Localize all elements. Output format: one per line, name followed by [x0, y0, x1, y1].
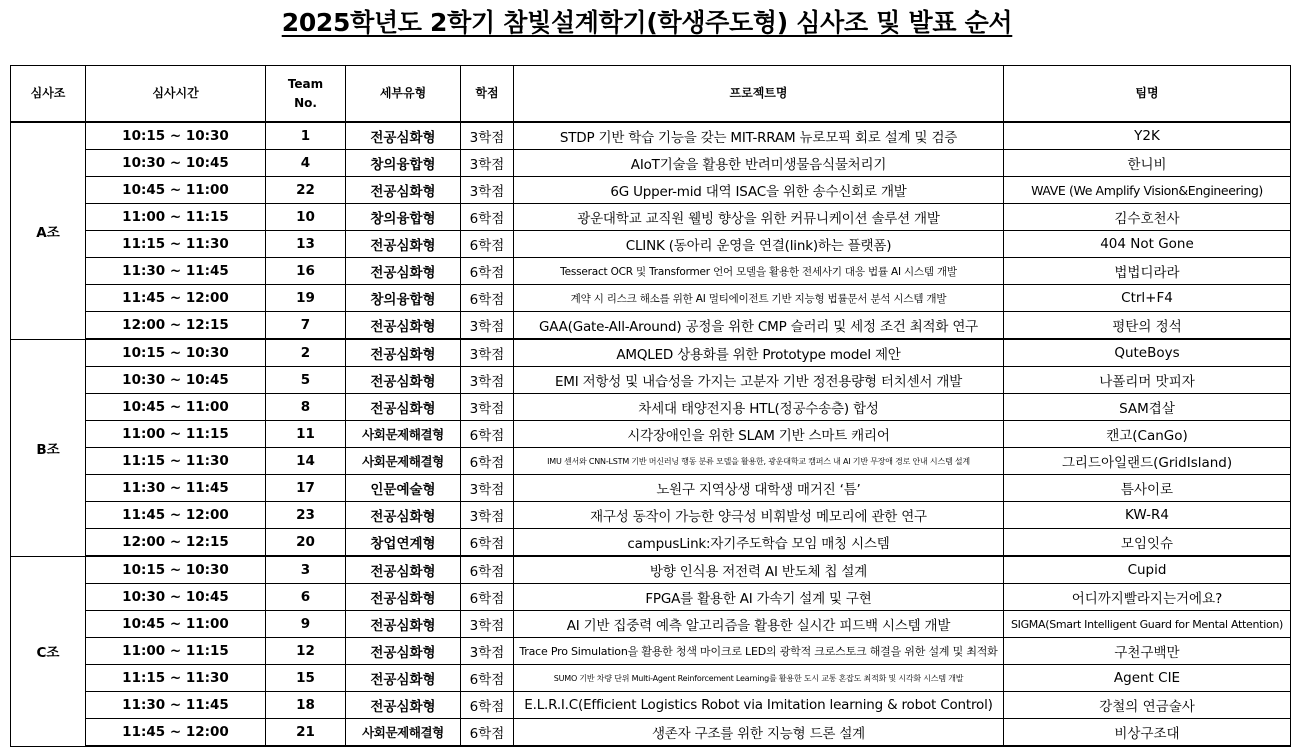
schedule-table — [10, 65, 1291, 747]
project-cell: 6G Upper-mid 대역 ISAC을 위한 송수신회로 개발 — [514, 177, 1004, 204]
team-no-cell: 9 — [266, 611, 346, 638]
table-row — [11, 258, 1291, 285]
team-name-cell: Y2K — [1004, 122, 1291, 150]
table-row — [11, 367, 1291, 394]
type-cell: 전공심화형 — [346, 312, 461, 340]
credit-cell: 3학점 — [461, 177, 514, 204]
type-cell: 사회문제해결형 — [346, 448, 461, 475]
type-cell: 전공심화형 — [346, 394, 461, 421]
type-cell: 창의융합형 — [346, 150, 461, 177]
project-cell: STDP 기반 학습 기능을 갖는 MIT-RRAM 뉴로모픽 회로 설계 및 검증 — [514, 122, 1004, 150]
time-cell: 10:30 ~ 10:45 — [86, 150, 266, 177]
team-no-cell: 11 — [266, 421, 346, 448]
time-cell: 11:30 ~ 11:45 — [86, 475, 266, 502]
type-cell: 사회문제해결형 — [346, 719, 461, 747]
credit-cell: 6학점 — [461, 529, 514, 557]
project-cell: 재구성 동작이 가능한 양극성 비휘발성 메모리에 관한 연구 — [514, 502, 1004, 529]
team-no-cell: 23 — [266, 502, 346, 529]
project-cell: 생존자 구조를 위한 지능형 드론 설계 — [514, 719, 1004, 747]
table-row — [11, 611, 1291, 638]
title-area — [0, 0, 1294, 52]
team-no-cell: 12 — [266, 638, 346, 665]
type-cell: 전공심화형 — [346, 339, 461, 367]
header-type: 세부유형 — [346, 66, 461, 123]
credit-cell: 3학점 — [461, 502, 514, 529]
time-cell: 12:00 ~ 12:15 — [86, 529, 266, 557]
time-cell: 12:00 ~ 12:15 — [86, 312, 266, 340]
team-name-cell: Ctrl+F4 — [1004, 285, 1291, 312]
team-name-cell: 평탄의 정석 — [1004, 312, 1291, 340]
team-name-cell: 어디까지빨라지는거에요? — [1004, 584, 1291, 611]
time-cell: 10:15 ~ 10:30 — [86, 122, 266, 150]
type-cell: 전공심화형 — [346, 692, 461, 719]
header-project: 프로젝트명 — [514, 66, 1004, 123]
team-name-cell: Cupid — [1004, 556, 1291, 584]
time-cell: 10:45 ~ 11:00 — [86, 611, 266, 638]
header-team-no — [266, 66, 346, 123]
team-name-cell: 틈사이로 — [1004, 475, 1291, 502]
credit-cell: 3학점 — [461, 638, 514, 665]
group-label: B조 — [11, 339, 86, 556]
table-row — [11, 394, 1291, 421]
project-cell: Trace Pro Simulation을 활용한 청색 마이크로 LED의 광학적 크로스토크 해결을 위한 설계 및 최적화 — [514, 638, 1004, 665]
team-no-cell: 4 — [266, 150, 346, 177]
team-no-cell: 19 — [266, 285, 346, 312]
table-row — [11, 529, 1291, 557]
project-cell: AIoT기술을 활용한 반려미생물음식물처리기 — [514, 150, 1004, 177]
team-no-cell: 21 — [266, 719, 346, 747]
project-cell: AI 기반 집중력 예측 알고리즘을 활용한 실시간 피드백 시스템 개발 — [514, 611, 1004, 638]
group-label: A조 — [11, 122, 86, 339]
time-cell: 11:15 ~ 11:30 — [86, 665, 266, 692]
team-no-cell: 10 — [266, 204, 346, 231]
project-cell: campusLink:자기주도학습 모임 매칭 시스템 — [514, 529, 1004, 557]
project-cell: 시각장애인을 위한 SLAM 기반 스마트 캐리어 — [514, 421, 1004, 448]
table-row — [11, 421, 1291, 448]
team-no-cell: 18 — [266, 692, 346, 719]
team-name-cell: 법법디라라 — [1004, 258, 1291, 285]
team-no-cell: 6 — [266, 584, 346, 611]
type-cell: 창의융합형 — [346, 285, 461, 312]
time-cell: 11:00 ~ 11:15 — [86, 204, 266, 231]
type-cell: 전공심화형 — [346, 122, 461, 150]
project-cell: SUMO 기반 차량 단위 Multi-Agent Reinforcement Learning를 활용한 도시 교통 혼잡도 최적화 및 시각화 시스템 개발 — [514, 665, 1004, 692]
schedule-body — [11, 122, 1291, 746]
header-team-line2: No. — [294, 95, 317, 110]
type-cell: 창의융합형 — [346, 204, 461, 231]
project-cell: CLINK (동아리 운영을 연결(link)하는 플랫폼) — [514, 231, 1004, 258]
credit-cell: 6학점 — [461, 231, 514, 258]
credit-cell: 6학점 — [461, 448, 514, 475]
project-cell: EMI 저항성 및 내습성을 가지는 고분자 기반 정전용량형 터치센서 개발 — [514, 367, 1004, 394]
credit-cell: 3학점 — [461, 394, 514, 421]
time-cell: 10:45 ~ 11:00 — [86, 177, 266, 204]
project-cell: IMU 센서와 CNN-LSTM 기반 머신러닝 행동 분류 모델을 활용한, 광운대학교 캠퍼스 내 AI 기반 무장애 경로 안내 시스템 설계 — [514, 448, 1004, 475]
team-name-cell: 비상구조대 — [1004, 719, 1291, 747]
team-no-cell: 15 — [266, 665, 346, 692]
team-no-cell: 1 — [266, 122, 346, 150]
team-name-cell: 나폴리머 맛피자 — [1004, 367, 1291, 394]
project-cell: Tesseract OCR 및 Transformer 언어 모델을 활용한 전세사기 대응 법률 AI 시스템 개발 — [514, 258, 1004, 285]
table-row — [11, 177, 1291, 204]
time-cell: 11:45 ~ 12:00 — [86, 719, 266, 747]
header-team-line1: Team — [287, 76, 324, 91]
team-no-cell: 20 — [266, 529, 346, 557]
team-no-cell: 8 — [266, 394, 346, 421]
project-cell: 계약 시 리스크 해소를 위한 AI 멀티에이전트 기반 지능형 법률문서 분석 시스템 개발 — [514, 285, 1004, 312]
type-cell: 전공심화형 — [346, 231, 461, 258]
type-cell: 인문예술형 — [346, 475, 461, 502]
team-name-cell: 구천구백만 — [1004, 638, 1291, 665]
credit-cell: 6학점 — [461, 719, 514, 747]
table-row — [11, 285, 1291, 312]
team-name-cell: 김수호천사 — [1004, 204, 1291, 231]
header-credit: 학점 — [461, 66, 514, 123]
project-cell: E.L.R.I.C(Efficient Logistics Robot via Imitation learning & robot Control) — [514, 692, 1004, 719]
team-name-cell: WAVE (We Amplify Vision&Engineering) — [1004, 177, 1291, 204]
team-no-cell: 2 — [266, 339, 346, 367]
credit-cell: 3학점 — [461, 611, 514, 638]
credit-cell: 6학점 — [461, 556, 514, 584]
type-cell: 전공심화형 — [346, 556, 461, 584]
type-cell: 전공심화형 — [346, 638, 461, 665]
time-cell: 10:15 ~ 10:30 — [86, 339, 266, 367]
team-name-cell: 모임잇슈 — [1004, 529, 1291, 557]
credit-cell: 6학점 — [461, 285, 514, 312]
time-cell: 11:45 ~ 12:00 — [86, 285, 266, 312]
team-name-cell: SIGMA(Smart Intelligent Guard for Mental Attention) — [1004, 611, 1291, 638]
type-cell: 전공심화형 — [346, 367, 461, 394]
credit-cell: 3학점 — [461, 312, 514, 340]
table-row — [11, 665, 1291, 692]
project-cell: 노원구 지역상생 대학생 매거진 ‘틈’ — [514, 475, 1004, 502]
team-name-cell: 캔고(CanGo) — [1004, 421, 1291, 448]
header-group: 심사조 — [11, 66, 86, 123]
time-cell: 11:00 ~ 11:15 — [86, 421, 266, 448]
type-cell: 전공심화형 — [346, 502, 461, 529]
time-cell: 10:45 ~ 11:00 — [86, 394, 266, 421]
type-cell: 창업연계형 — [346, 529, 461, 557]
time-cell: 11:30 ~ 11:45 — [86, 258, 266, 285]
table-row — [11, 122, 1291, 150]
team-name-cell: KW-R4 — [1004, 502, 1291, 529]
table-row — [11, 502, 1291, 529]
team-no-cell: 3 — [266, 556, 346, 584]
team-name-cell: SAM겹살 — [1004, 394, 1291, 421]
team-no-cell: 13 — [266, 231, 346, 258]
team-name-cell: 그리드아일랜드(GridIsland) — [1004, 448, 1291, 475]
credit-cell: 3학점 — [461, 122, 514, 150]
team-name-cell: Agent CIE — [1004, 665, 1291, 692]
team-name-cell: 강철의 연금술사 — [1004, 692, 1291, 719]
type-cell: 전공심화형 — [346, 584, 461, 611]
credit-cell: 3학점 — [461, 475, 514, 502]
table-row — [11, 231, 1291, 258]
credit-cell: 3학점 — [461, 150, 514, 177]
type-cell: 사회문제해결형 — [346, 421, 461, 448]
team-no-cell: 17 — [266, 475, 346, 502]
time-cell: 11:45 ~ 12:00 — [86, 502, 266, 529]
team-name-cell: QuteBoys — [1004, 339, 1291, 367]
table-row — [11, 312, 1291, 340]
time-cell: 11:15 ~ 11:30 — [86, 231, 266, 258]
team-no-cell: 14 — [266, 448, 346, 475]
table-row — [11, 719, 1291, 747]
credit-cell: 6학점 — [461, 204, 514, 231]
table-row — [11, 692, 1291, 719]
table-row — [11, 584, 1291, 611]
table-row — [11, 448, 1291, 475]
project-cell: 차세대 태양전지용 HTL(정공수송층) 합성 — [514, 394, 1004, 421]
credit-cell: 3학점 — [461, 339, 514, 367]
table-row — [11, 204, 1291, 231]
page-title: 2025학년도 2학기 참빛설계학기(학생주도형) 심사조 및 발표 순서 — [281, 8, 1013, 37]
header-team-name: 팀명 — [1004, 66, 1291, 123]
header-row — [11, 66, 1291, 123]
group-label: C조 — [11, 556, 86, 746]
header-time: 심사시간 — [86, 66, 266, 123]
credit-cell: 6학점 — [461, 692, 514, 719]
table-row — [11, 475, 1291, 502]
team-name-cell: 한니비 — [1004, 150, 1291, 177]
time-cell: 11:30 ~ 11:45 — [86, 692, 266, 719]
time-cell: 10:15 ~ 10:30 — [86, 556, 266, 584]
project-cell: GAA(Gate-All-Around) 공정을 위한 CMP 슬러리 및 세정 조건 최적화 연구 — [514, 312, 1004, 340]
table-row — [11, 638, 1291, 665]
credit-cell: 6학점 — [461, 258, 514, 285]
project-cell: FPGA를 활용한 AI 가속기 설계 및 구현 — [514, 584, 1004, 611]
time-cell: 10:30 ~ 10:45 — [86, 367, 266, 394]
team-no-cell: 5 — [266, 367, 346, 394]
time-cell: 11:15 ~ 11:30 — [86, 448, 266, 475]
credit-cell: 3학점 — [461, 367, 514, 394]
type-cell: 전공심화형 — [346, 665, 461, 692]
credit-cell: 6학점 — [461, 421, 514, 448]
table-row — [11, 150, 1291, 177]
project-cell: 방향 인식용 저전력 AI 반도체 칩 설계 — [514, 556, 1004, 584]
credit-cell: 6학점 — [461, 584, 514, 611]
time-cell: 11:00 ~ 11:15 — [86, 638, 266, 665]
table-row — [11, 339, 1291, 367]
project-cell: AMQLED 상용화를 위한 Prototype model 제안 — [514, 339, 1004, 367]
project-cell: 광운대학교 교직원 웰빙 향상을 위한 커뮤니케이션 솔루션 개발 — [514, 204, 1004, 231]
team-no-cell: 7 — [266, 312, 346, 340]
table-row — [11, 556, 1291, 584]
type-cell: 전공심화형 — [346, 177, 461, 204]
team-name-cell: 404 Not Gone — [1004, 231, 1291, 258]
time-cell: 10:30 ~ 10:45 — [86, 584, 266, 611]
type-cell: 전공심화형 — [346, 258, 461, 285]
type-cell: 전공심화형 — [346, 611, 461, 638]
team-no-cell: 16 — [266, 258, 346, 285]
team-no-cell: 22 — [266, 177, 346, 204]
credit-cell: 6학점 — [461, 665, 514, 692]
